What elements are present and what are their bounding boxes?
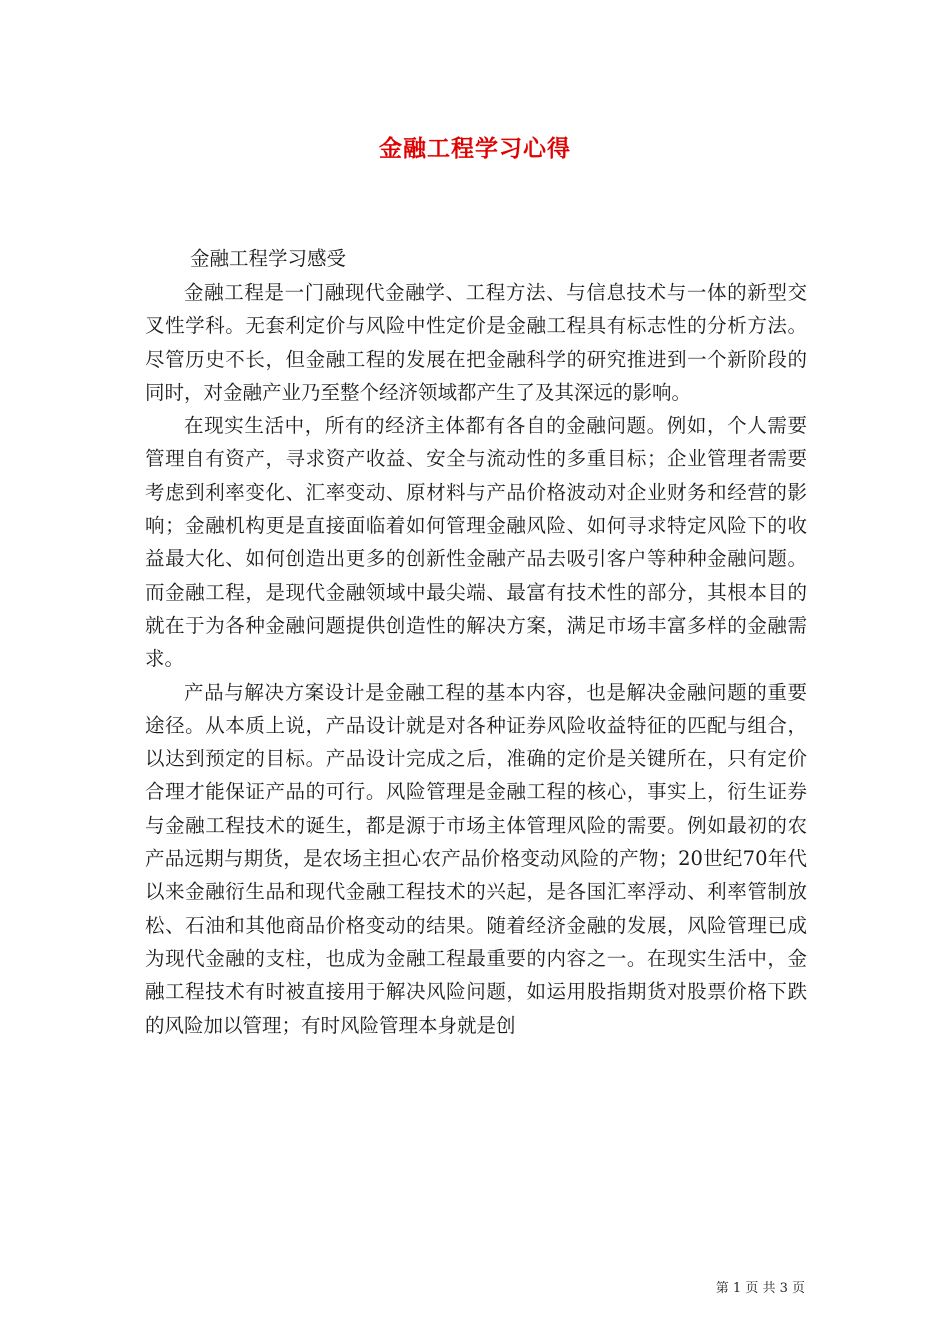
paragraph-1: 金融工程是一门融现代金融学、工程方法、与信息技术与一体的新型交叉性学科。无套利定价与风险中性定价是金融工程具有标志性的分析方法。尽管历史不长，但金融工程的发展在把金融科学的研究推进到一个新阶段的同时，对金融产业乃至整个经济领域都产生了及其深远的影响。 (145, 281, 807, 404)
document-body (145, 276, 807, 1042)
paragraph-3: 产品与解决方案设计是金融工程的基本内容，也是解决金融问题的重要途径。从本质上说，产品设计就是对各种证券风险收益特征的匹配与组合，以达到预定的目标。产品设计完成之后，准确的定价是关键所在，只有定价合理才能保证产品的可行。风险管理是金融工程的核心，事实上，衍生证券与金融工程技术的诞生，都是源于市场主体管理风险的需要。例如最初的农产品远期与期货，是农场主担心农产品价格变动风险的产物；20世纪70年代以来金融衍生品和现代金融工程技术的兴起，是各国汇率浮动、利率管制放松、石油和其他商品价格变动的结果。随着经济金融的发展，风险管理已成为现代金融的支柱，也成为金融工程最重要的内容之一。在现实生活中，金融工程技术有时被直接用于解决风险问题，如运用股指期货对股票价格下跌的风险加以管理；有时风险管理本身就是创 (145, 680, 807, 1037)
document-title: 金融工程学习心得 (379, 135, 571, 162)
document-subheading: 金融工程学习感受 (190, 247, 347, 270)
paragraph-2: 在现实生活中，所有的经济主体都有各自的金融问题。例如，个人需要管理自有资产，寻求资产收益、安全与流动性的多重目标；企业管理者需要考虑到利率变化、汇率变动、原材料与产品价格波动对企业财务和经营的影响；金融机构更是直接面临着如何管理金融风险、如何寻求特定风险下的收益最大化、如何创造出更多的创新性金融产品去吸引客户等种种金融问题。而金融工程，是现代金融领域中最尖端、最富有技术性的部分，其根本目的就在于为各种金融问题提供创造性的解决方案，满足市场丰富多样的金融需求。 (145, 414, 807, 671)
page-number-footer: 第 1 页 共 3 页 (715, 1281, 805, 1296)
